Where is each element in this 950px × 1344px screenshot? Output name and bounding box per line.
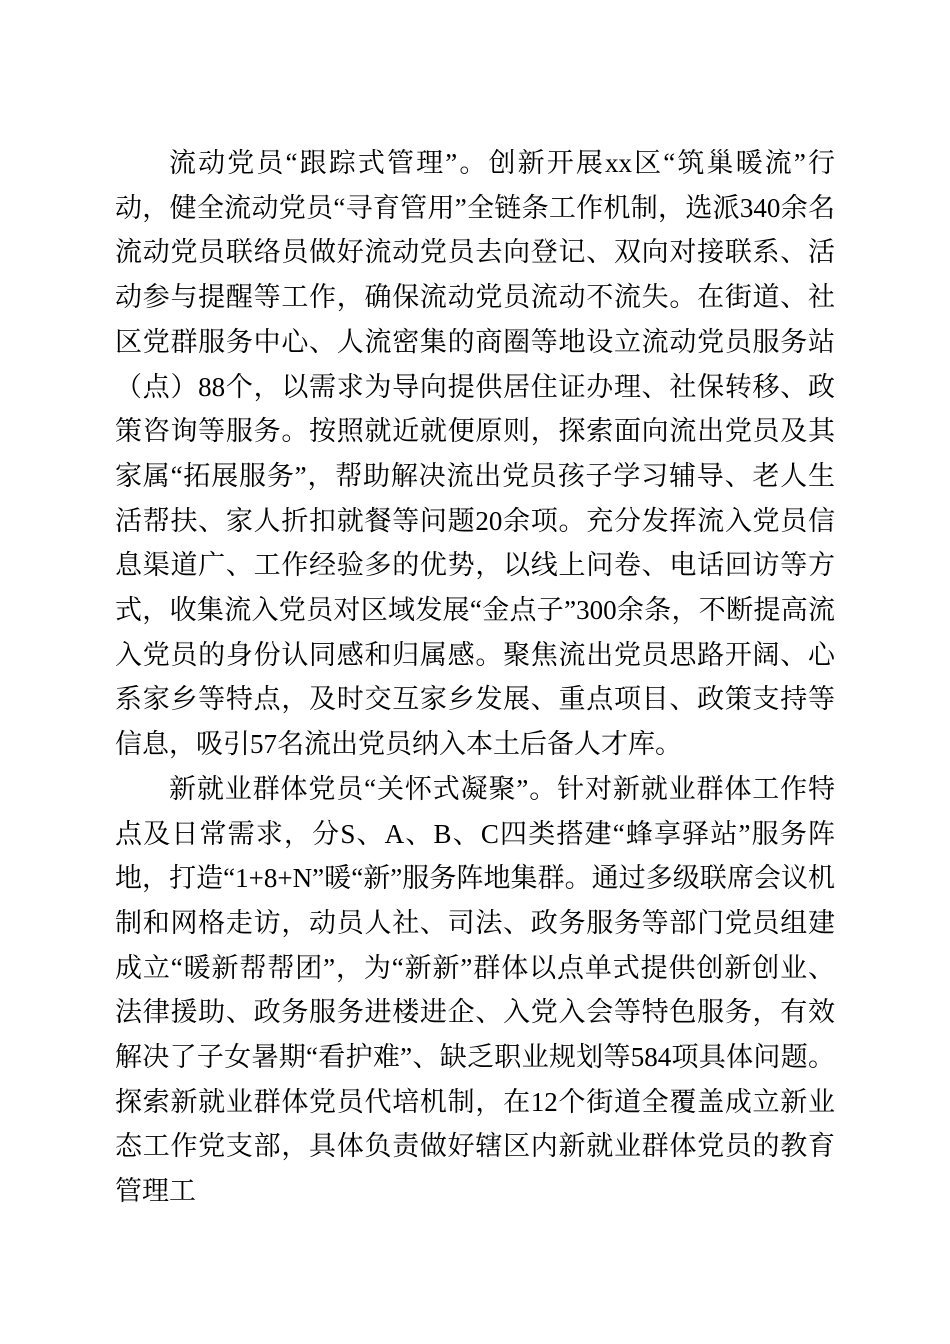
paragraph-flowing-party-members: 流动党员“跟踪式管理”。创新开展xx区“筑巢暖流”行动，健全流动党员“寻育管用”全链条工作机制，选派340余名流动党员联络员做好流动党员去向登记、双向对接联系、活动参与提醒等工作，确保流动党员流动不流失。在街道、社区党群服务中心、人流密集的商圈等地设立流动党员服务站（点）88个，以需求为导向提供居住证办理、社保转移、政策咨询等服务。按照就近就便原则，探索面向流出党员及其家属“拓展服务”，帮助解决流出党员孩子学习辅导、老人生活帮扶、家人折扣就餐等问题20余项。充分发挥流入党员信息渠道广、工作经验多的优势，以线上问卷、电话回访等方式，收集流入党员对区域发展“金点子”300余条，不断提高流入党员的身份认同感和归属感。聚焦流出党员思路开阔、心系家乡等特点，及时交互家乡发展、重点项目、政策支持等信息，吸引57名流出党员纳入本土后备人才库。: [115, 148, 835, 760]
paragraph-new-employment-groups: 新就业群体党员“关怀式凝聚”。针对新就业群体工作特点及日常需求，分S、A、B、C四类搭建“蜂享驿站”服务阵地，打造“1+8+N”暖“新”服务阵地集群。通过多级联席会议机制和网格走访，动员人社、司法、政务服务等部门党员组建成立“暖新帮帮团”，为“新新”群体以点单式提供创新创业、法律援助、政务服务进楼进企、入党入会等特色服务，有效解决了子女暑期“看护难”、缺乏职业规划等584项具体问题。探索新就业群体党员代培机制，在12个街道全覆盖成立新业态工作党支部，具体负责做好辖区内新就业群体党员的教育管理工: [115, 773, 835, 1207]
document-body: [115, 141, 835, 1214]
